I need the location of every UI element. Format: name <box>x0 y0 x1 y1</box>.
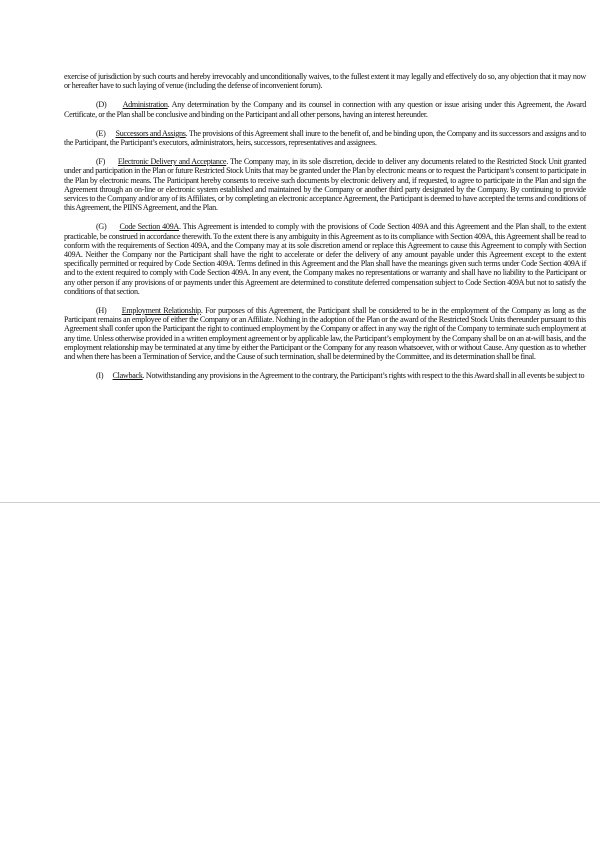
section-heading: Successors and Assigns <box>115 128 186 138</box>
section-label: (G) <box>96 222 107 232</box>
section-text: . Any determination by the Company and its counsel in connection with any question or issue arising under this Agreement, the Award Certificate, or the Plan shall be conclusive and binding on the Participant and all other persons, having an interest hereunder. <box>64 100 587 119</box>
section-label: (E) <box>96 128 106 138</box>
section-label: (H) <box>96 306 107 316</box>
section-h <box>64 306 586 361</box>
intro-paragraph: exercise of jurisdiction by such courts and hereby irrevocably and unconditionally waives, to the fullest extent it may legally and effectively do so, any objection that it may now or hereafter have to such laying of venue (including the defense of inconvenient forum). <box>64 72 586 91</box>
section-text: . The provisions of this Agreement shall inure to the benefit of, and be binding upon, the Company and its successors and assigns and to the Participant, the Participant’s executors, administrators, heirs, successors, representatives and assignees. <box>64 128 586 148</box>
section-label: (F) <box>96 157 106 167</box>
section-g <box>64 222 586 296</box>
section-text: . For purposes of this Agreement, the Participant shall be considered to be in the employment of the Company as long as the Participant remains an employee of either the Company or an Affiliate. Nothing in the adoption of the Plan or the award of the Restricted Stock Units thereunder pursuant to this Agreement shall confer upon the Participant the right to continued employment by the Company or affect in any way the right of the Company to terminate such employment at any time. Unless otherwise provided in a written employment agreement or by applicable law, the Participant’s employment by the Company shall be on an at-will basis, and the employment relationship may be terminated at any time by either the Participant or the Company for any reason whatsoever, with or without Cause. Any question as to whether and when there has been a Termination of Service, and the Cause of such termination, shall be determined by the Committee, and its determination shall be final. <box>64 306 586 362</box>
page-divider <box>0 502 600 503</box>
section-d <box>64 100 586 118</box>
section-heading: Electronic Delivery and Acceptance <box>117 157 227 167</box>
section-heading: Administration <box>122 100 168 110</box>
document-page <box>64 72 586 390</box>
section-label: (D) <box>96 100 107 110</box>
section-heading: Employment Relationship <box>121 306 201 316</box>
section-text: . Notwithstanding any provisions in the Agreement to the contrary, the Participant’s rights with respect to the this Award shall in all events be subject to <box>142 371 585 381</box>
section-heading: Clawback <box>112 371 143 381</box>
section-text: . The Company may, in its sole discretion, decide to deliver any documents related to the Restricted Stock Unit granted under and participation in the Plan or future Restricted Stock Units that may be granted under the Plan by electronic means or to request the Participant’s consent to participate in the Plan by electronic means. The Participant hereby consents to receive such documents by electronic delivery and, if requested, to agree to participate in the Plan and sign the Agreement through an on-line or electronic system established and maintained by the Company or another third party designated by the Company. By continuing to provide services to the Company and/or any of its Affiliates, or by completing an electronic acceptance Agreement, the Participant is deemed to have accepted the terms and conditions of this Agreement, the PIINS Agreement, and the Plan. <box>64 157 586 213</box>
section-f <box>64 157 586 212</box>
section-e <box>64 129 586 147</box>
section-label: (I) <box>96 371 104 381</box>
section-i <box>64 371 586 380</box>
section-heading: Code Section 409A <box>119 222 179 232</box>
section-text: . This Agreement is intended to comply with the provisions of Code Section 409A and this Agreement and the Plan shall, to the extent practicable, be construed in accordance therewith. To the extent there is any ambiguity in this Agreement as to its compliance with Section 409A, this Agreement shall be read to conform with the requirements of Section 409A, and the Company may at its sole discretion amend or replace this Agreement to cause this Agreement to comply with Section 409A. Neither the Company nor the Participant shall have the right to accelerate or defer the delivery of any amount payable under this Agreement except to the extent specifically permitted or required by Code Section 409A. Terms defined in this Agreement and the Plan shall have the meanings given such terms under Code Section 409A if and to the extent required to comply with Code Section 409A. In any event, the Company makes no representations or warranty and shall have no liability to the Participant or any other person if any provisions of or payments under this Agreement are determined to constitute deferred compensation subject to Code Section 409A but not to satisfy the conditions of that section. <box>64 222 586 296</box>
